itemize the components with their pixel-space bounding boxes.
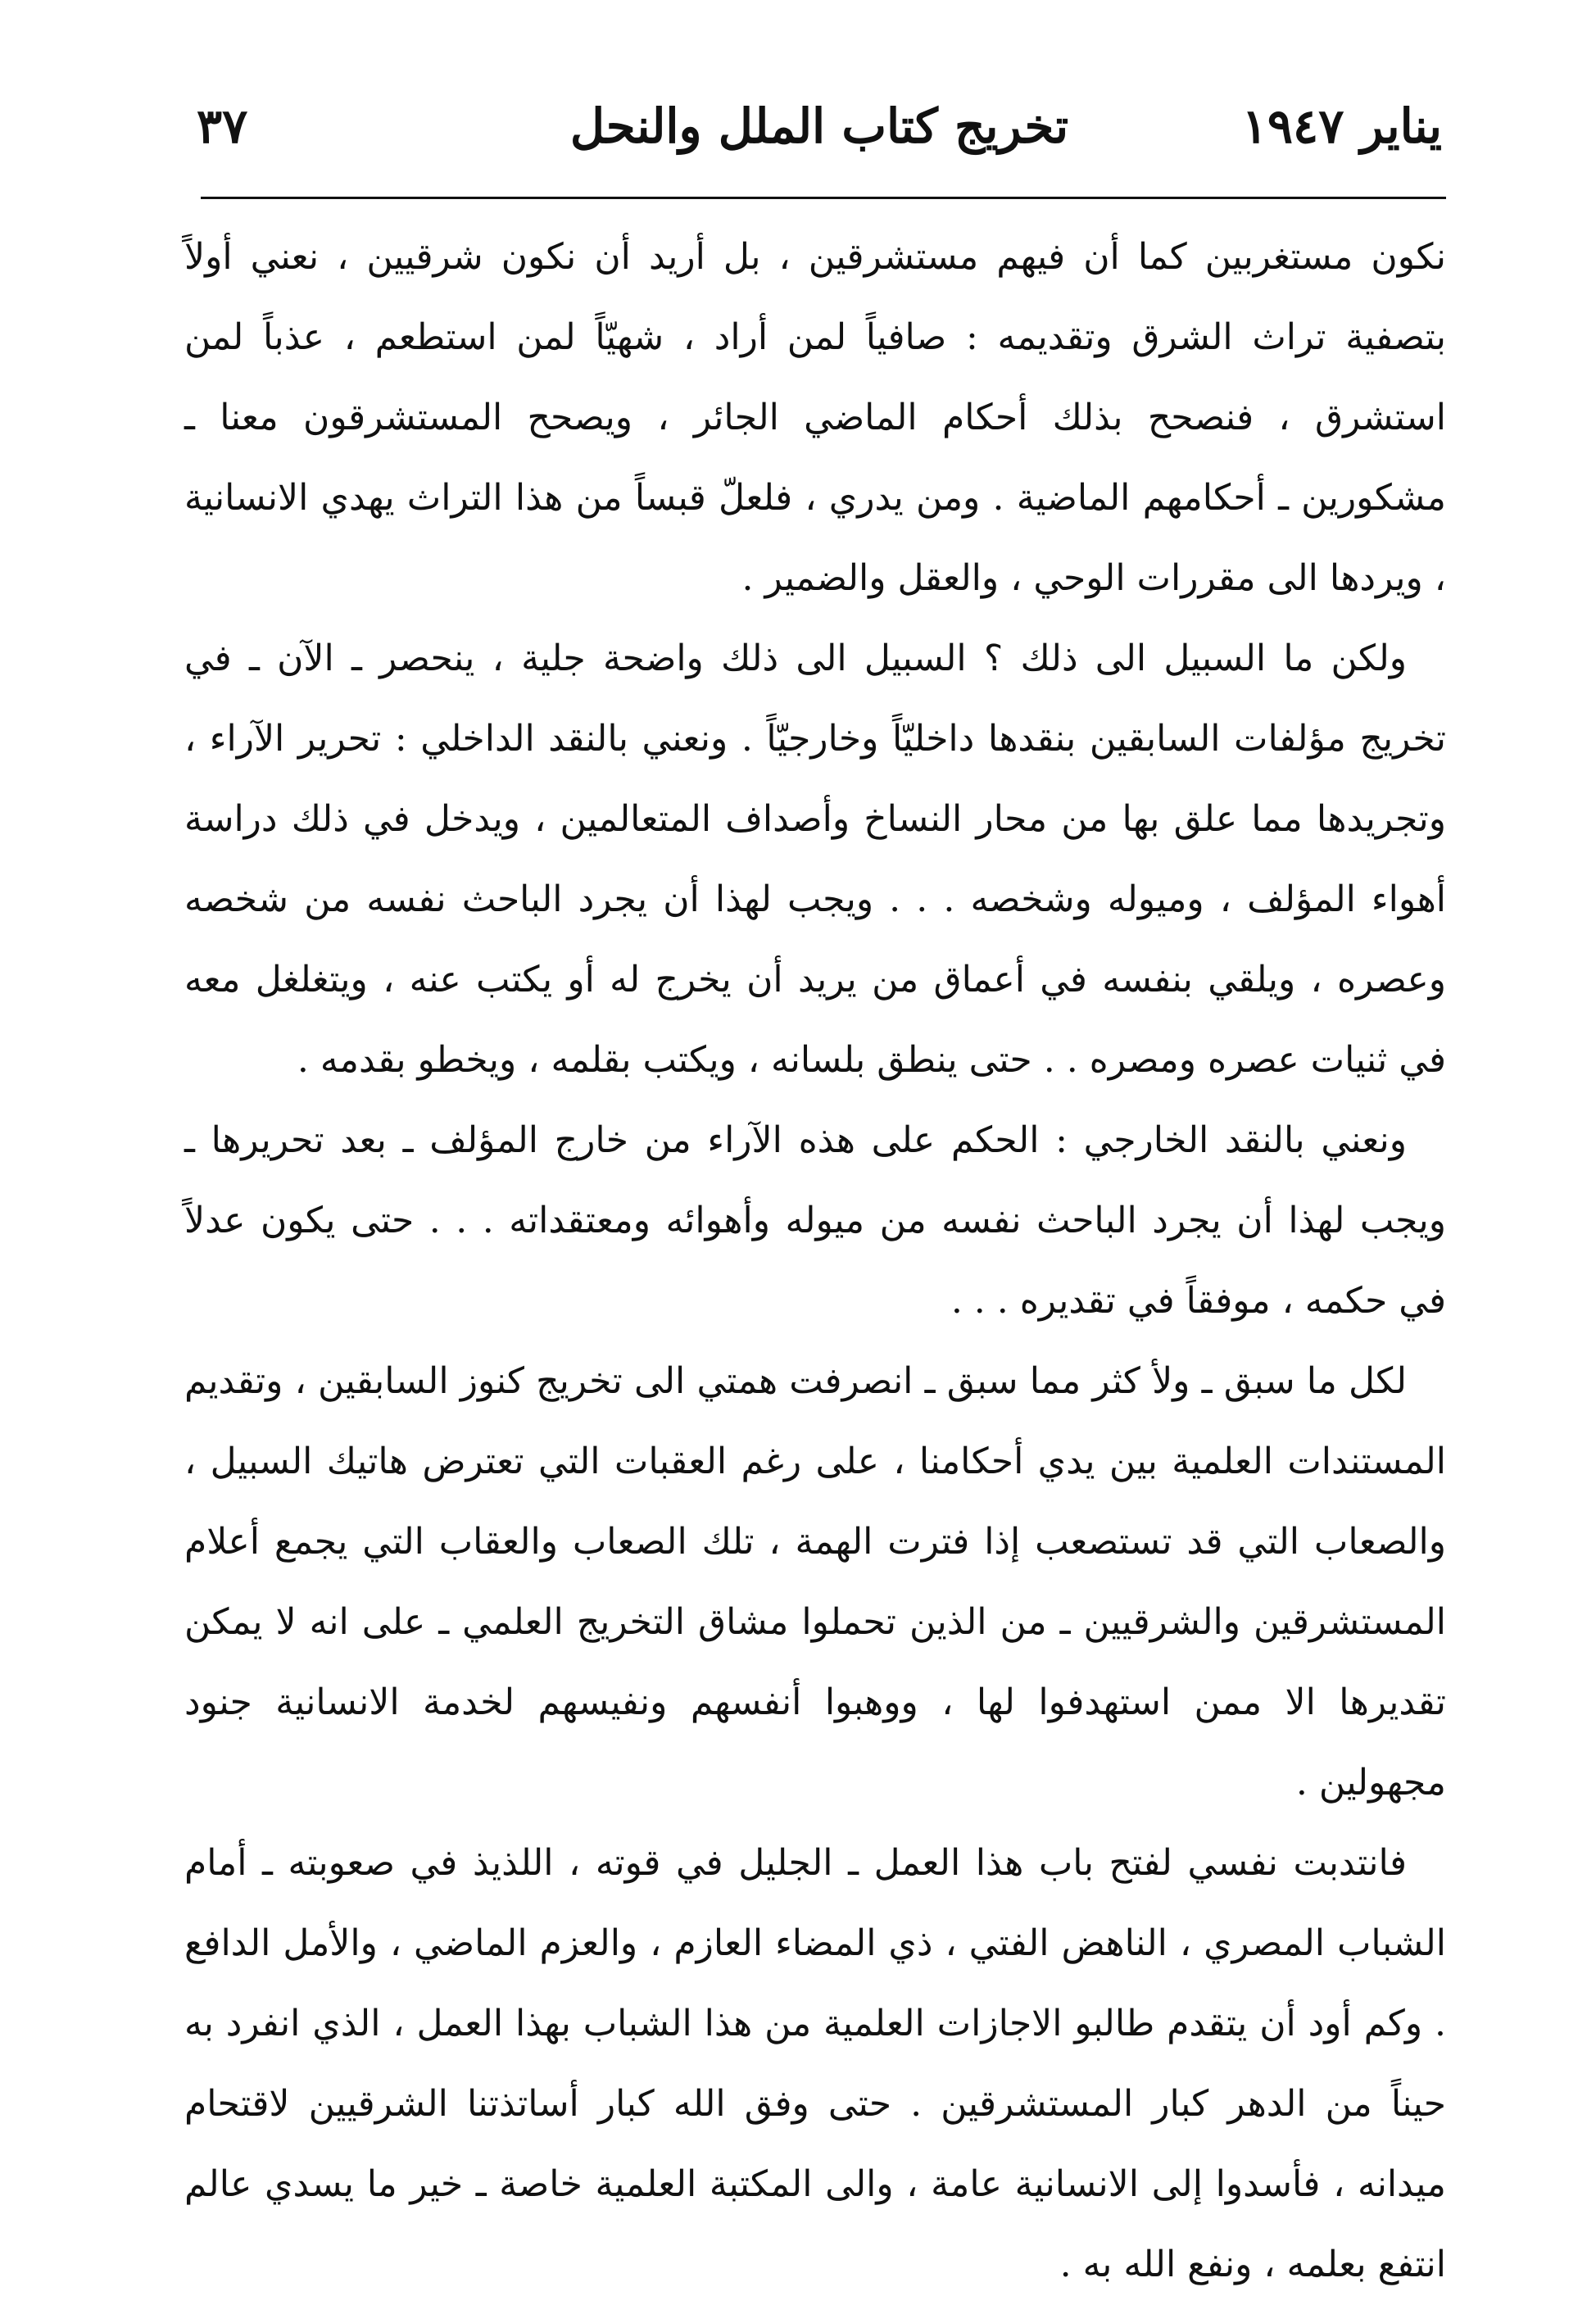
paragraph-5: فانتدبت نفسي لفتح باب هذا العمل ـ الجليل في قوته ، اللذيذ في صعوبته ـ أمام الشباب المصري ، الناهض الفتي ، ذي المضاء العازم ، والعزم الماضي ، والأمل الدافع . وكم أود أن يتقدم طالبو الاجازات العلمية من هذا الشباب بهذا العمل ، الذي انفرد به حيناً من الدهر كبار المستشرقين . حتى وفق الله كبار أساتذتنا الشرقيين لاقتحام ميدانه ، فأسدوا إلى الانسانية عامة ، والى المكتبة العلمية خاصة ـ خير ما يسدي عالم انتفع بعلمه ، ونفع الله به . [184,1842,1447,2285]
header-rule [201,197,1446,199]
page-number: ٣٧ [197,98,248,154]
paragraph-3: ونعني بالنقد الخارجي : الحكم على هذه الآراء من خارج المؤلف ـ بعد تحريرها ـ ويجب لهذا أن يجرد الباحث نفسه من ميوله وأهوائه ومعتقداته . . . حتى يكون عدلاً في حكمه ، موفقاً في تقديره . . . [184,1119,1446,1322]
body-text [184,217,1446,2305]
paragraph-4: لكل ما سبق ـ ولأ كثر مما سبق ـ انصرفت همتي الى تخريج كنوز السابقين ، وتقديم المستندات العلمية بين يدي أحكامنا ، على رغم العقبات التي تعترض هاتيك السبيل ، والصعاب التي قد تستصعب إذا فترت الهمة ، تلك الصعاب والعقاب التي يجمع أعلام المستشرقين والشرقيين ـ من الذين تحملوا مشاق التخريج العلمي ـ على انه لا يمكن تقديرها الا ممن استهدفوا لها ، ووهبوا أنفسهم ونفيسهم لخدمة الانسانية جنود مجهولين . [184,1360,1446,1804]
header-title: تخريج كتاب الملل والنحل [569,98,1069,154]
header-date: يناير ١٩٤٧ [1241,98,1442,154]
paragraph-1: نكون مستغربين كما أن فيهم مستشرقين ، بل أريد أن نكون شرقيين ، نعني أولاً بتصفية تراث الشرق وتقديمه : صافياً لمن أراد ، شهيّاً لمن استطعم ، عذباً لمن استشرق ، فنصحح بذلك أحكام الماضي الجائر ، ويصحح المستشرقون معنا ـ مشكورين ـ أحكامهم الماضية . ومن يدري ، فلعلّ قبساً من هذا التراث يهدي الانسانية ، ويردها الى مقررات الوحي ، والعقل والضمير . [184,236,1446,599]
page-header [197,98,1442,188]
paragraph-2: ولكن ما السبيل الى ذلك ؟ السبيل الى ذلك واضحة جلية ، ينحصر ـ الآن ـ في تخريج مؤلفات السابقين بنقدها داخليّاً وخارجيّاً . ونعني بالنقد الداخلي : تحرير الآراء ، وتجريدها مما علق بها من محار النساخ وأصداف المتعالمين ، ويدخل في ذلك دراسة أهواء المؤلف ، وميوله وشخصه . . . ويجب لهذا أن يجرد الباحث نفسه من شخصه وعصره ، ويلقي بنفسه في أعماق من يريد أن يخرج له أو يكتب عنه ، ويتغلغل معه في ثنيات عصره ومصره . . حتى ينطق بلسانه ، ويكتب بقلمه ، ويخطو بقدمه . [184,638,1446,1081]
